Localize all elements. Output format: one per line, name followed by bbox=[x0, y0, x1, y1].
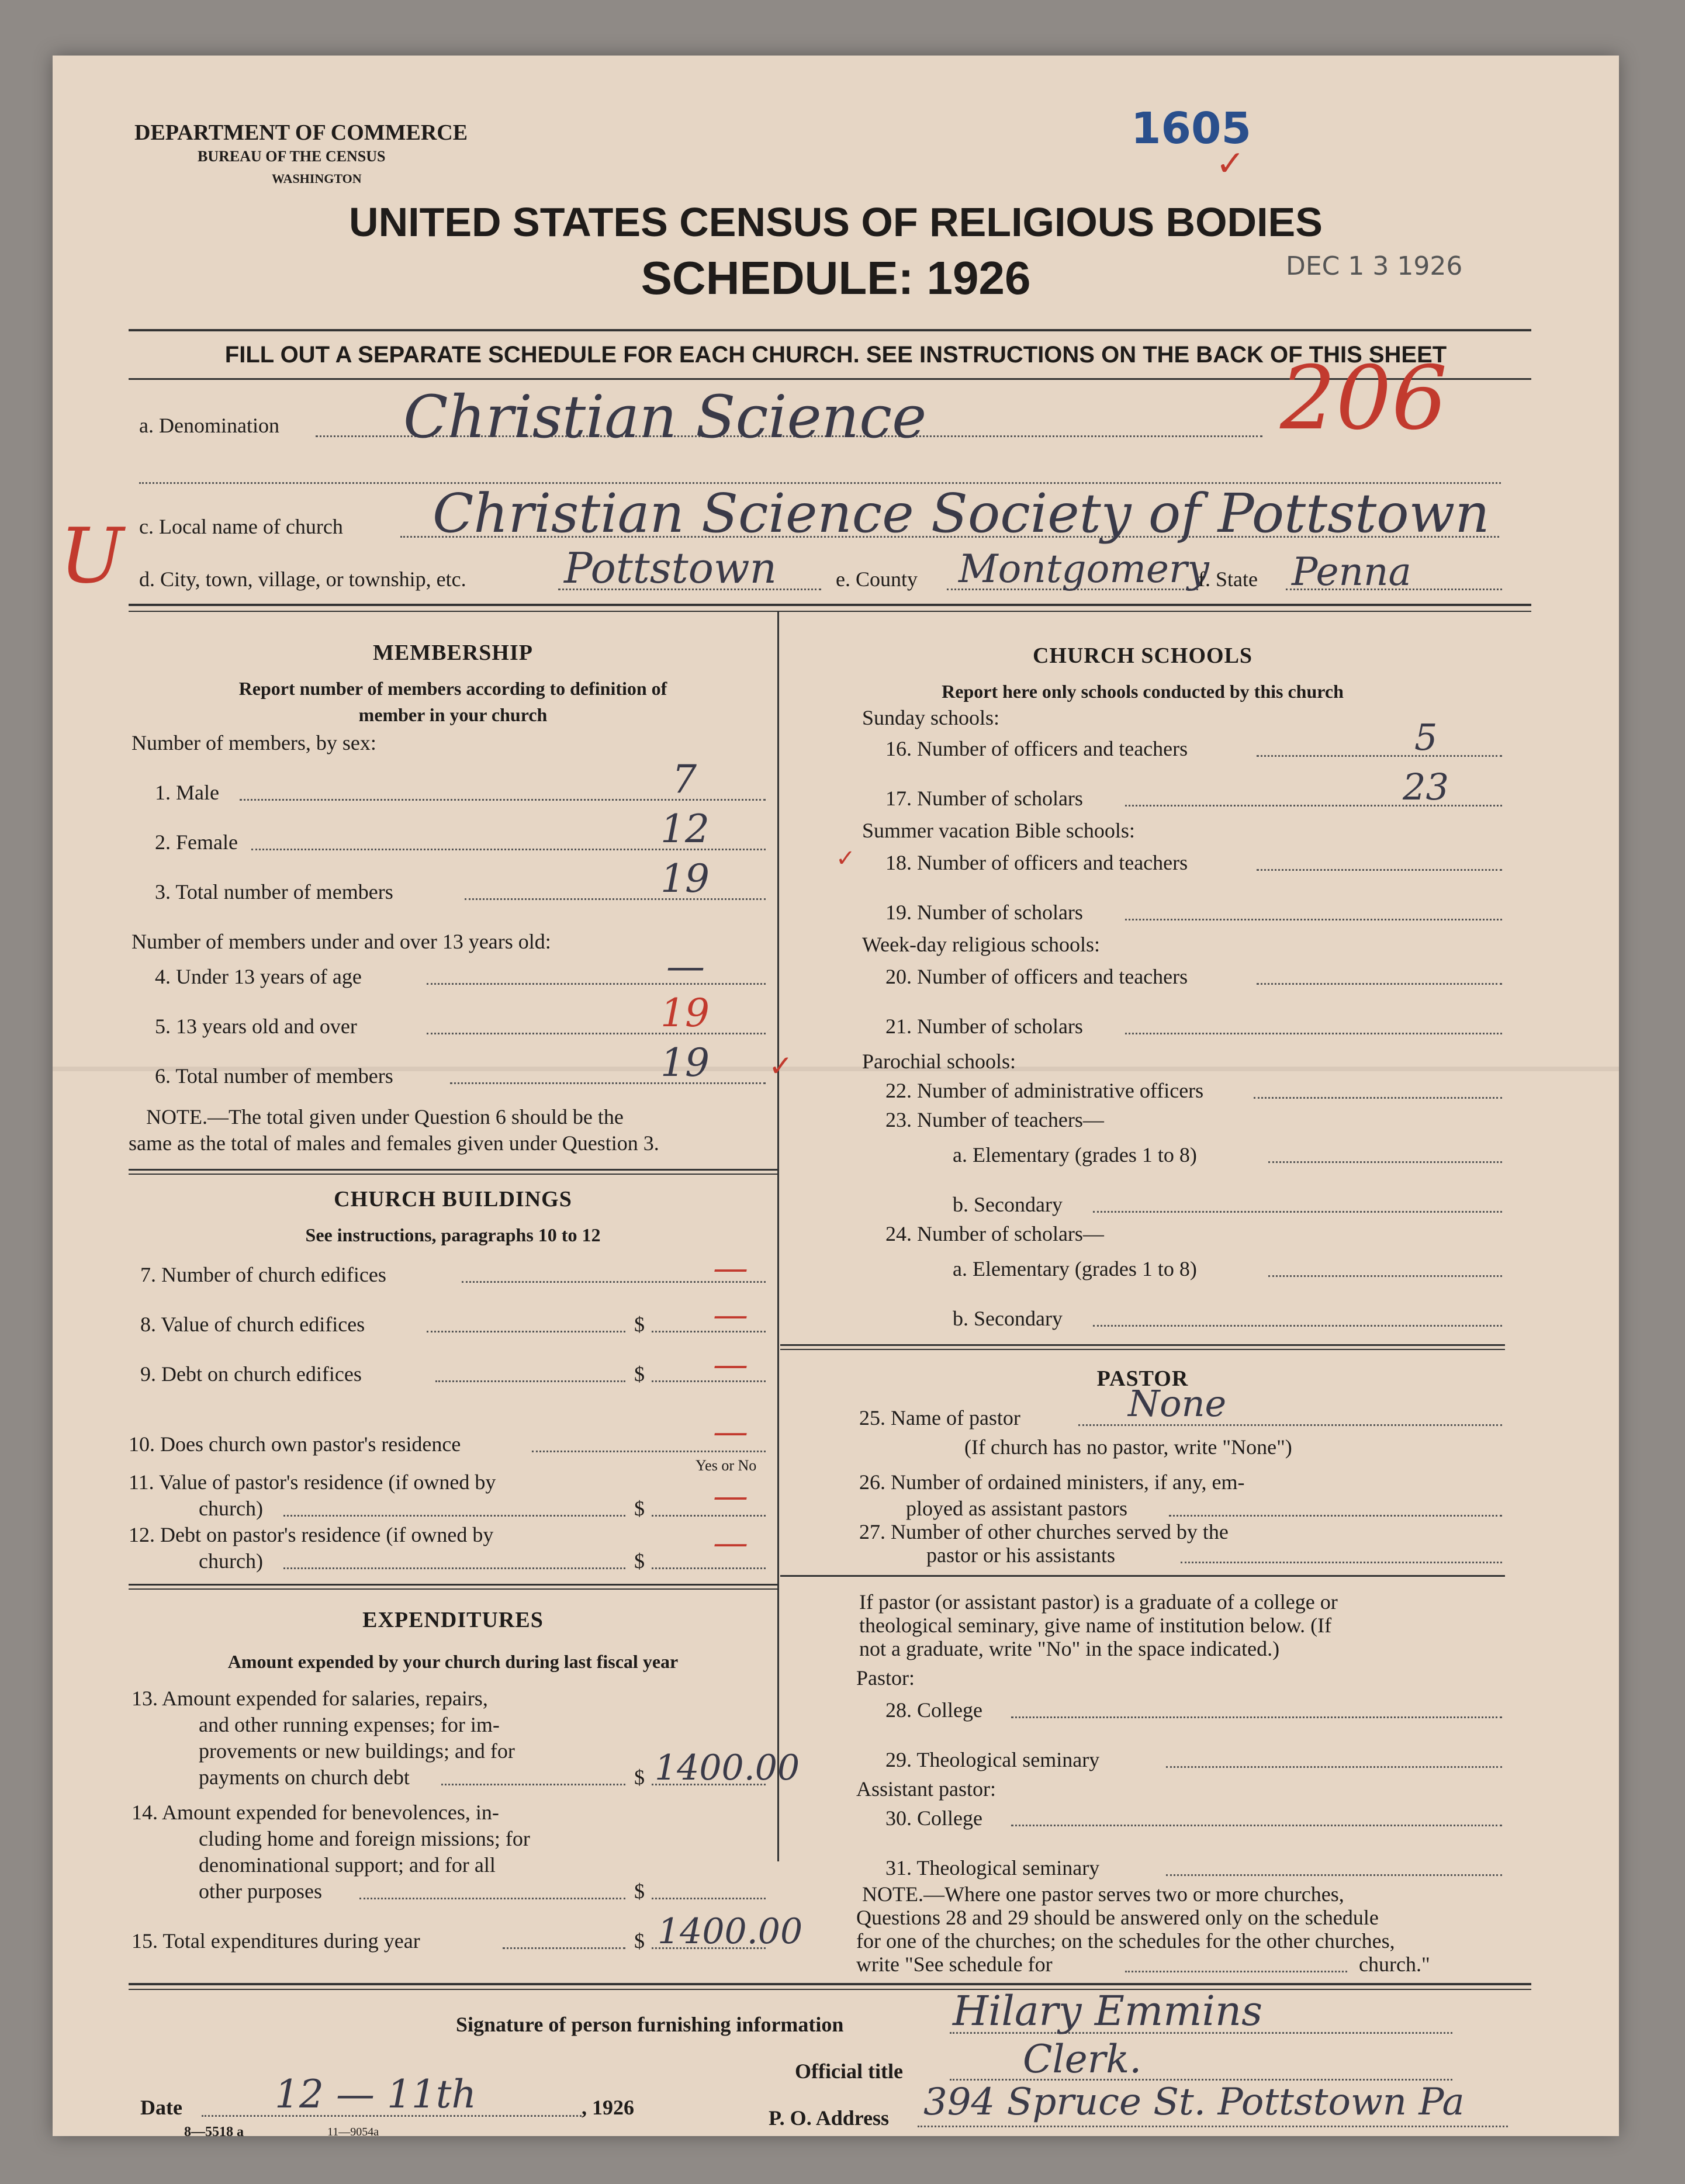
see-schedule-line bbox=[1125, 1971, 1347, 1972]
divider bbox=[780, 1349, 1505, 1350]
q23b-line bbox=[1093, 1211, 1502, 1213]
weekday-label: Week-day religious schools: bbox=[862, 933, 1101, 956]
q24b-label: b. Secondary bbox=[953, 1307, 1063, 1330]
schools-subheading: Report here only schools conducted by this church bbox=[942, 681, 1344, 702]
q13-value[interactable]: 1400.00 bbox=[655, 1747, 800, 1788]
q14-amount-line bbox=[652, 1898, 766, 1899]
local-name-value[interactable]: Christian Science Society of Pottstown bbox=[433, 482, 1490, 545]
q16-line bbox=[1257, 755, 1502, 757]
address-value[interactable]: 394 Spruce St. Pottstown Pa bbox=[923, 2081, 1465, 2124]
q23b-label: b. Secondary bbox=[953, 1193, 1063, 1216]
q4-value[interactable]: — bbox=[666, 944, 705, 989]
q28-line bbox=[1011, 1716, 1502, 1718]
q19-line bbox=[1125, 919, 1502, 920]
q25-value[interactable]: None bbox=[1128, 1382, 1227, 1425]
q15-label: 15. Total expenditures during year bbox=[132, 1929, 420, 1953]
q12-value[interactable]: — bbox=[713, 1522, 748, 1563]
q29-label: 29. Theological seminary bbox=[885, 1748, 1100, 1771]
divider bbox=[129, 1588, 777, 1590]
pastor-note: NOTE.—Where one pastor serves two or more churches, bbox=[862, 1882, 1344, 1906]
q12-dollar: $ bbox=[634, 1549, 645, 1573]
signature-value[interactable]: Hilary Emmins bbox=[953, 1987, 1263, 2035]
form-number: 8—5518 a bbox=[184, 2124, 244, 2136]
q3-line bbox=[465, 898, 766, 900]
parochial-label: Parochial schools: bbox=[862, 1050, 1016, 1073]
divider bbox=[129, 1174, 777, 1175]
q31-line bbox=[1166, 1874, 1502, 1876]
pastor-note: Questions 28 and 29 should be answered only on the schedule bbox=[856, 1906, 1379, 1929]
q27-line bbox=[1181, 1562, 1502, 1563]
q30-line bbox=[1011, 1825, 1502, 1826]
state-label: f. State bbox=[1198, 567, 1258, 591]
q27-label: 27. Number of other churches served by the bbox=[859, 1520, 1229, 1543]
q14-line bbox=[359, 1898, 625, 1899]
q26-label: 26. Number of ordained ministers, if any, em- bbox=[859, 1470, 1245, 1494]
q6-label: 6. Total number of members bbox=[155, 1064, 393, 1088]
q23-label: 23. Number of teachers— bbox=[885, 1108, 1104, 1131]
q25-note: (If church has no pastor, write "None") bbox=[964, 1435, 1292, 1459]
q8-amount-line bbox=[652, 1331, 766, 1332]
q4-line bbox=[427, 983, 766, 985]
q21-line bbox=[1125, 1033, 1502, 1034]
q11-label: 11. Value of pastor's residence (if owned by bbox=[129, 1470, 496, 1494]
q18-label: 18. Number of officers and teachers bbox=[885, 851, 1188, 874]
pastor-label: Pastor: bbox=[856, 1666, 915, 1690]
county-value[interactable]: Montgomery bbox=[959, 546, 1209, 591]
divider bbox=[129, 1983, 1531, 1985]
divider bbox=[129, 1989, 1531, 1990]
address-line bbox=[918, 2126, 1508, 2127]
expenditures-heading: EXPENDITURES bbox=[362, 1608, 544, 1632]
q9-dollar: $ bbox=[634, 1362, 645, 1386]
schools-heading: CHURCH SCHOOLS bbox=[1032, 643, 1253, 668]
check-mark-icon: ✓ bbox=[1216, 144, 1245, 183]
received-date-stamp: DEC 1 3 1926 bbox=[1286, 251, 1463, 281]
county-label: e. County bbox=[836, 567, 918, 591]
divider bbox=[129, 1169, 777, 1171]
graduate-instruction: not a graduate, write "No" in the space indicated.) bbox=[859, 1637, 1280, 1660]
q10-label: 10. Does church own pastor's residence bbox=[129, 1432, 461, 1456]
divider bbox=[129, 611, 1531, 612]
membership-subheading: member in your church bbox=[358, 704, 548, 725]
q24a-label: a. Elementary (grades 1 to 8) bbox=[953, 1257, 1197, 1280]
red-file-number: 206 bbox=[1280, 348, 1448, 449]
q13-label: and other running expenses; for im- bbox=[199, 1713, 500, 1736]
pastor-note: church." bbox=[1359, 1953, 1430, 1976]
title-value[interactable]: Clerk. bbox=[1023, 2037, 1142, 2082]
date-value[interactable]: 12 — 11th bbox=[275, 2072, 476, 2117]
q5-line bbox=[427, 1033, 766, 1034]
q13-label: 13. Amount expended for salaries, repairs, bbox=[132, 1687, 488, 1710]
q12-line bbox=[283, 1567, 625, 1569]
graduate-instruction: theological seminary, give name of institution below. (If bbox=[859, 1614, 1332, 1637]
pastor-note: write "See schedule for bbox=[856, 1953, 1053, 1976]
q14-label: 14. Amount expended for benevolences, in- bbox=[132, 1801, 499, 1824]
q10-value[interactable]: — bbox=[713, 1411, 748, 1452]
q16-value[interactable]: 5 bbox=[1414, 716, 1438, 759]
q15-dollar: $ bbox=[634, 1929, 645, 1953]
q12-label: church) bbox=[199, 1549, 263, 1573]
q9-line bbox=[435, 1380, 625, 1382]
q25-label: 25. Name of pastor bbox=[859, 1406, 1020, 1430]
q11-value[interactable]: — bbox=[713, 1476, 748, 1517]
denomination-value[interactable]: Christian Science bbox=[403, 383, 927, 451]
local-name-label: c. Local name of church bbox=[139, 515, 343, 538]
expenditures-subheading: Amount expended by your church during last fiscal year bbox=[227, 1651, 679, 1672]
q2-label: 2. Female bbox=[155, 830, 238, 854]
q3-label: 3. Total number of members bbox=[155, 880, 393, 904]
membership-note: NOTE.—The total given under Question 6 should be the bbox=[146, 1105, 624, 1129]
q8-label: 8. Value of church edifices bbox=[140, 1313, 365, 1336]
q24-label: 24. Number of scholars— bbox=[885, 1222, 1104, 1245]
q7-value[interactable]: — bbox=[713, 1248, 748, 1289]
denomination-label: a. Denomination bbox=[139, 414, 279, 437]
q11-dollar: $ bbox=[634, 1497, 645, 1520]
by-age-label: Number of members under and over 13 years old: bbox=[132, 930, 551, 953]
sunday-label: Sunday schools: bbox=[862, 706, 1000, 729]
q8-value[interactable]: — bbox=[713, 1295, 748, 1335]
bureau-name: BUREAU OF THE CENSUS bbox=[198, 148, 386, 165]
summer-label: Summer vacation Bible schools: bbox=[862, 819, 1135, 842]
yes-no-hint: Yes or No bbox=[696, 1457, 757, 1474]
column-divider bbox=[777, 611, 779, 1861]
q8-dollar: $ bbox=[634, 1313, 645, 1336]
q7-label: 7. Number of church edifices bbox=[140, 1263, 386, 1286]
check-mark-icon: ✓ bbox=[769, 1050, 793, 1082]
q12-label: 12. Debt on pastor's residence (if owned by bbox=[129, 1523, 494, 1546]
q26-line bbox=[1169, 1515, 1502, 1517]
q17-label: 17. Number of scholars bbox=[885, 787, 1083, 810]
city-label: d. City, town, village, or township, etc. bbox=[139, 567, 466, 591]
q11-label: church) bbox=[199, 1497, 263, 1520]
q21-label: 21. Number of scholars bbox=[885, 1015, 1083, 1038]
q9-value[interactable]: — bbox=[713, 1344, 748, 1385]
pastor-heading: PASTOR bbox=[1096, 1366, 1189, 1391]
q20-label: 20. Number of officers and teachers bbox=[885, 965, 1188, 988]
signature-label: Signature of person furnishing information bbox=[456, 2013, 844, 2036]
q6-line bbox=[450, 1082, 766, 1084]
q14-dollar: $ bbox=[634, 1880, 645, 1903]
q22-line bbox=[1254, 1097, 1502, 1099]
q14-label: denominational support; and for all bbox=[199, 1853, 496, 1877]
divider bbox=[129, 329, 1531, 331]
q22-label: 22. Number of administrative officers bbox=[885, 1079, 1204, 1102]
q27-label: pastor or his assistants bbox=[926, 1543, 1115, 1567]
q26-label: ployed as assistant pastors bbox=[906, 1497, 1127, 1520]
pastor-note: for one of the churches; on the schedules for the other churches, bbox=[856, 1929, 1395, 1953]
q24a-line bbox=[1268, 1275, 1502, 1277]
q18-line bbox=[1257, 869, 1502, 871]
q17-value[interactable]: 23 bbox=[1403, 766, 1449, 808]
q6-value[interactable]: 19 bbox=[660, 1040, 710, 1085]
by-sex-label: Number of members, by sex: bbox=[132, 731, 376, 754]
buildings-heading: CHURCH BUILDINGS bbox=[334, 1187, 572, 1212]
print-code: 11—9054a bbox=[327, 2126, 379, 2136]
city-value[interactable]: Pottstown bbox=[564, 544, 777, 593]
form-subtitle: SCHEDULE: 1926 bbox=[641, 252, 1031, 304]
membership-note: same as the total of males and females given under Question 3. bbox=[129, 1131, 659, 1155]
assistant-label: Assistant pastor: bbox=[856, 1777, 996, 1801]
margin-mark: U bbox=[60, 511, 124, 600]
city-name: WASHINGTON bbox=[272, 171, 362, 186]
q8-line bbox=[427, 1331, 625, 1332]
q19-label: 19. Number of scholars bbox=[885, 901, 1083, 924]
q14-label: cluding home and foreign missions; for bbox=[199, 1827, 530, 1850]
census-schedule-sheet bbox=[53, 56, 1619, 2136]
date-label: Date bbox=[140, 2096, 182, 2119]
q1-value[interactable]: 7 bbox=[672, 757, 697, 802]
q23a-label: a. Elementary (grades 1 to 8) bbox=[953, 1143, 1197, 1167]
q9-amount-line bbox=[652, 1380, 766, 1382]
q13-line bbox=[441, 1784, 625, 1785]
buildings-subheading: See instructions, paragraphs 10 to 12 bbox=[305, 1224, 601, 1245]
q20-line bbox=[1257, 983, 1502, 985]
q11-line bbox=[283, 1515, 625, 1517]
divider bbox=[780, 1575, 1505, 1577]
state-value[interactable]: Penna bbox=[1292, 549, 1411, 594]
q13-label: provements or new buildings; and for bbox=[199, 1739, 515, 1763]
q5-label: 5. 13 years old and over bbox=[155, 1015, 357, 1038]
check-mark-icon: ✓ bbox=[836, 845, 856, 871]
q15-value[interactable]: 1400.00 bbox=[658, 1911, 803, 1952]
q16-label: 16. Number of officers and teachers bbox=[885, 737, 1188, 760]
q9-label: 9. Debt on church edifices bbox=[140, 1362, 362, 1386]
q5-value[interactable]: 19 bbox=[660, 991, 710, 1036]
membership-subheading: Report number of members according to definition of bbox=[238, 678, 667, 699]
q13-label: payments on church debt bbox=[199, 1766, 410, 1789]
divider bbox=[129, 1584, 777, 1586]
q14-label: other purposes bbox=[199, 1880, 322, 1903]
stamp-number: 1605 bbox=[1131, 103, 1251, 154]
membership-heading: MEMBERSHIP bbox=[373, 641, 533, 665]
address-label: P. O. Address bbox=[769, 2106, 890, 2130]
title-label: Official title bbox=[795, 2060, 903, 2083]
q1-label: 1. Male bbox=[155, 781, 219, 804]
graduate-instruction: If pastor (or assistant pastor) is a graduate of a college or bbox=[859, 1590, 1338, 1614]
q13-dollar: $ bbox=[634, 1766, 645, 1789]
q11-amount-line bbox=[652, 1515, 766, 1517]
q30-label: 30. College bbox=[885, 1806, 982, 1830]
q4-label: 4. Under 13 years of age bbox=[155, 965, 362, 988]
q3-value[interactable]: 19 bbox=[660, 856, 710, 901]
q15-line bbox=[503, 1947, 625, 1949]
department-name: DEPARTMENT OF COMMERCE bbox=[134, 120, 468, 145]
q24b-line bbox=[1093, 1325, 1502, 1327]
date-year: , 1926 bbox=[582, 2096, 634, 2119]
instruction-banner: FILL OUT A SEPARATE SCHEDULE FOR EACH CHURCH. SEE INSTRUCTIONS ON THE BACK OF THIS SHEET bbox=[224, 342, 1447, 368]
q2-value[interactable]: 12 bbox=[660, 807, 710, 852]
q23a-line bbox=[1268, 1161, 1502, 1163]
q28-label: 28. College bbox=[885, 1698, 982, 1722]
q29-line bbox=[1166, 1766, 1502, 1768]
divider bbox=[129, 604, 1531, 606]
q12-amount-line bbox=[652, 1567, 766, 1569]
form-title: UNITED STATES CENSUS OF RELIGIOUS BODIES bbox=[349, 199, 1323, 245]
divider bbox=[780, 1344, 1505, 1346]
q31-label: 31. Theological seminary bbox=[885, 1856, 1100, 1880]
